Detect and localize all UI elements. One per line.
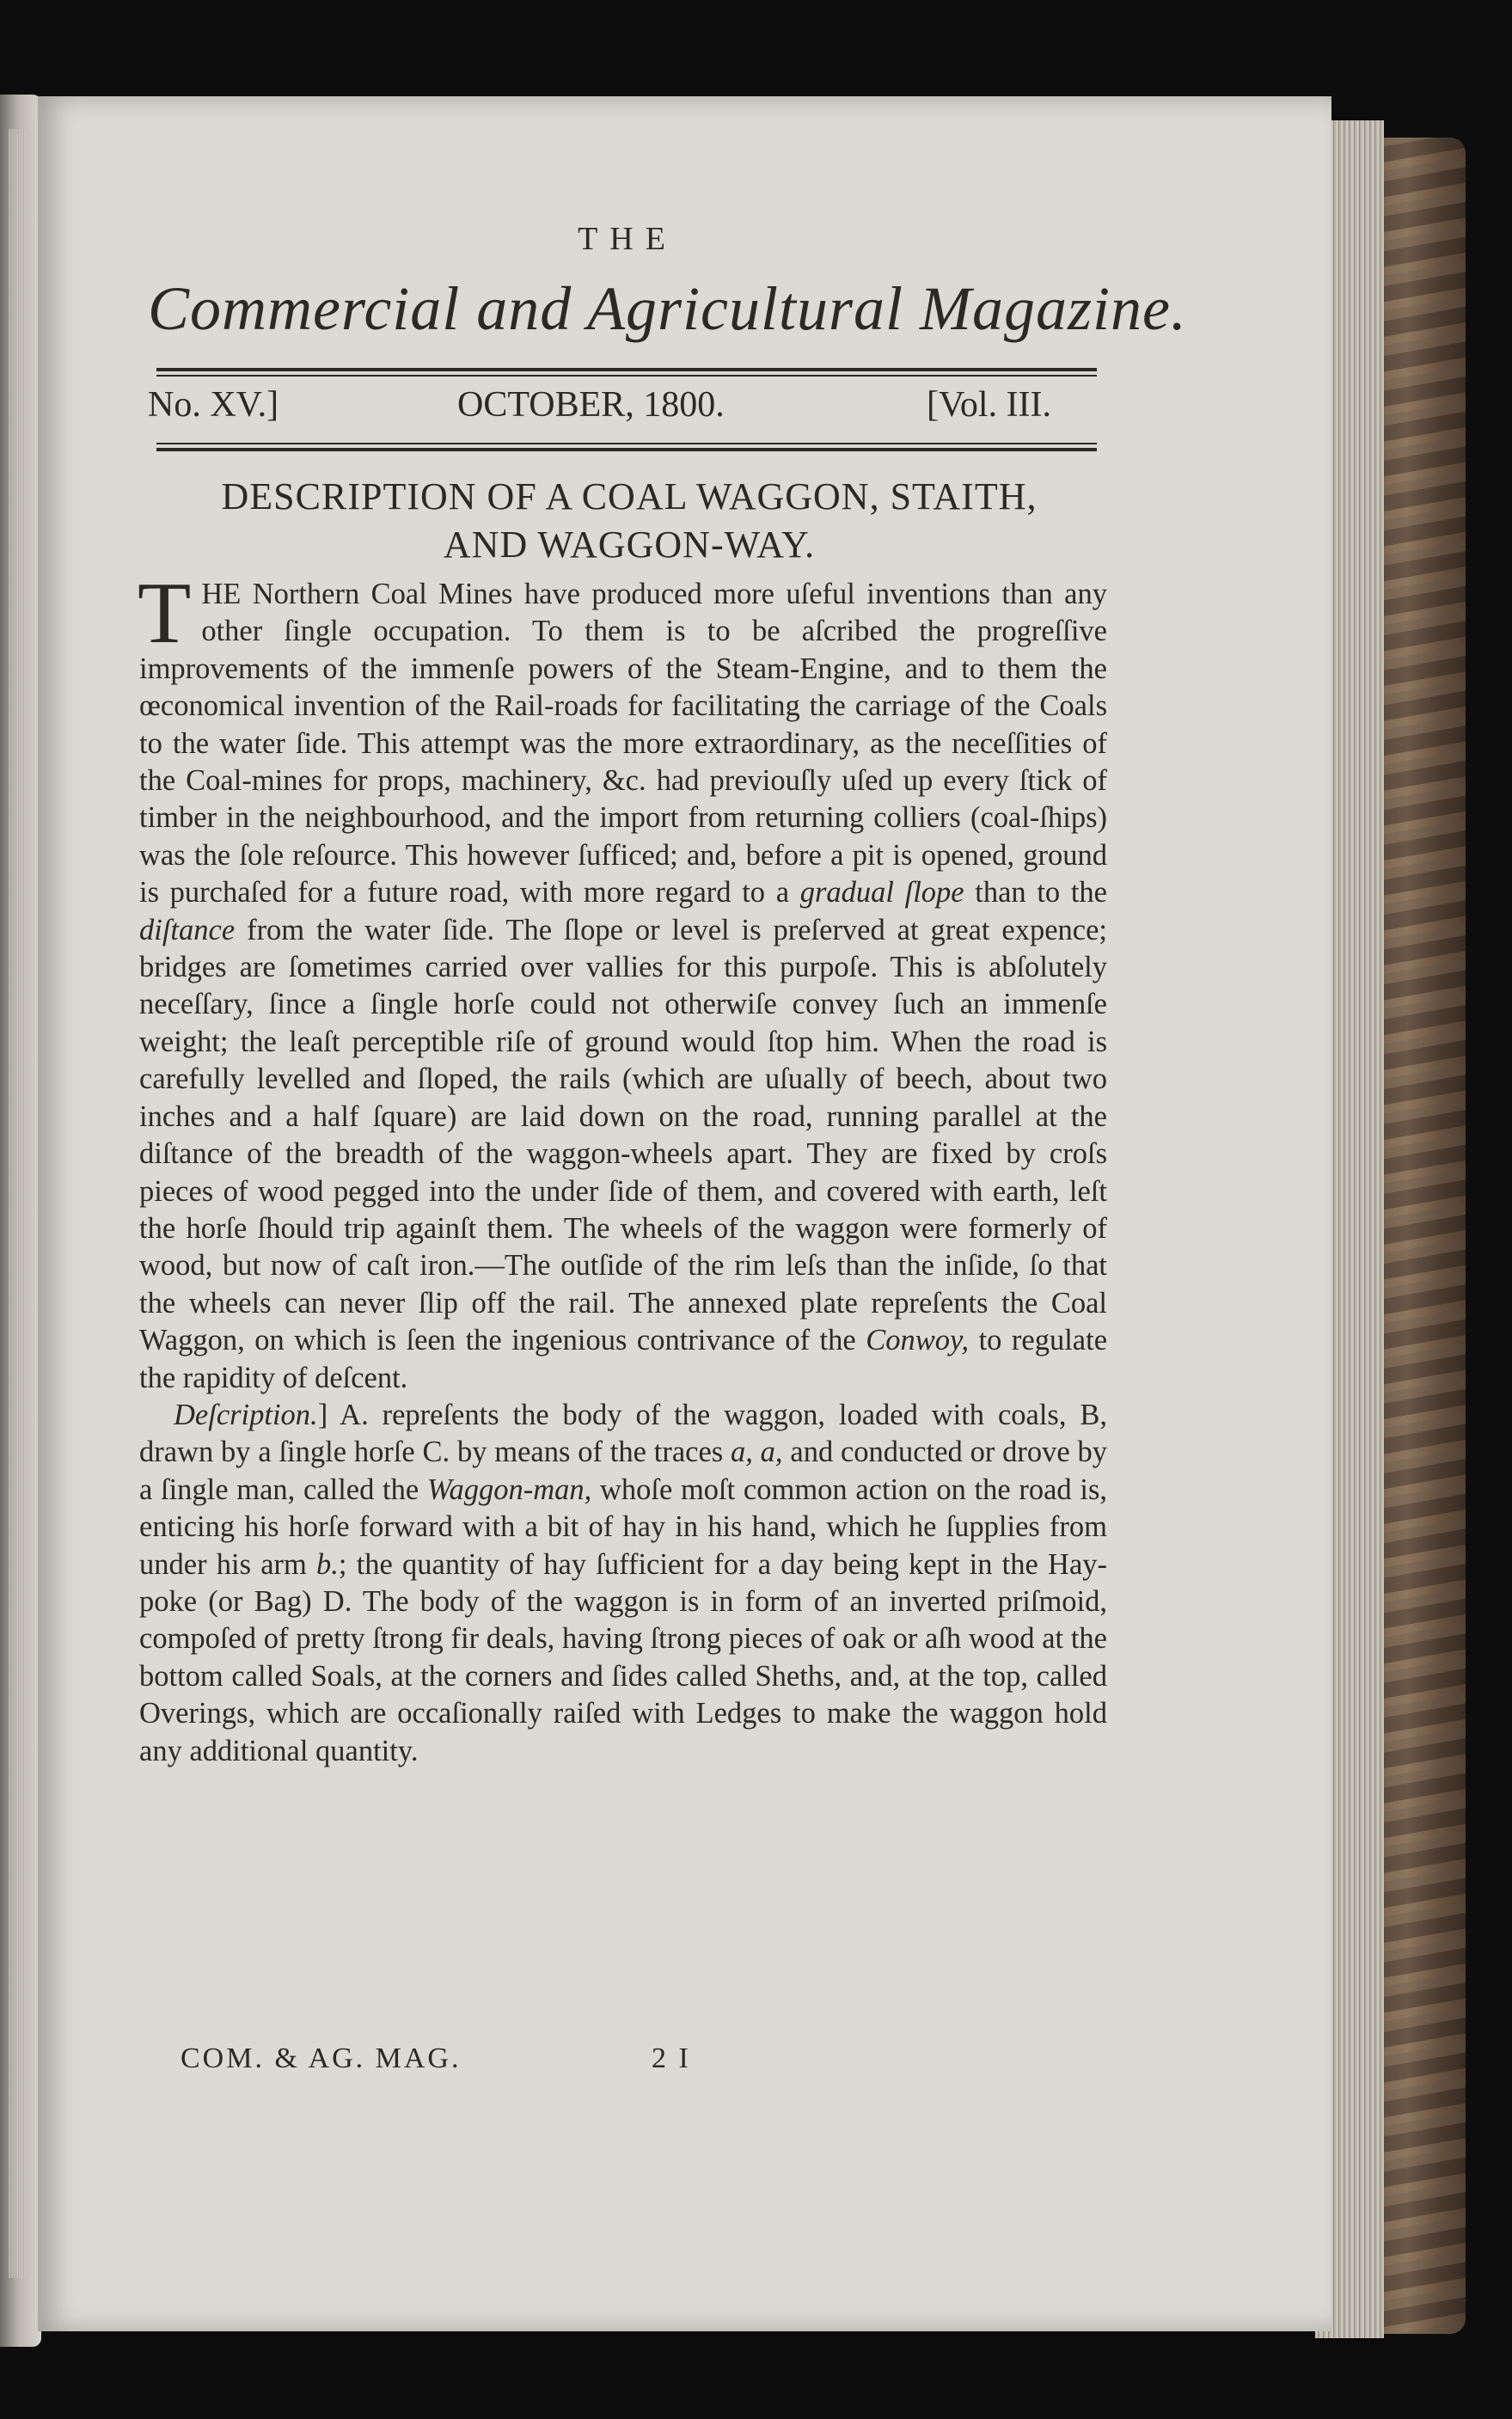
page-footer — [181, 2042, 713, 2084]
p1-text-c: from the water ſide. The ſlope or level is preſerved at great expence; bridges are ſometimes carried over vallies for this purpoſe. This is abſolutely neceſſary, ſince a ſingle horſe could not otherwiſe convey ſuch an immenſe weight; the leaſt perceptible riſe of ground would ſtop him. When the road is carefully levelled and ſloped, the rails (which are uſually of beech, about two inches and a half ſquare) are laid down on the road, running parallel at the diſtance of the breadth of the waggon-wheels apart. They are fixed by croſs pieces of wood pegged into the under ſide of them, and covered with earth, leſt the horſe ſhould trip againſt them. The wheels of the waggon were formerly of wood, but now of caſt iron.—The outſide of the rim leſs than the inſide, ſo that the wheels can never ſlip off the rail. The annexed plate repreſents the Coal Waggon, on which is ſeen the ingenious contrivance of the — [139, 913, 1107, 1357]
p1-text-b: than to the — [975, 876, 1107, 909]
p2-text-d: ; the quantity of hay ſufficient for a day being kept in the Hay-poke (or Bag) D. The body of the waggon is in form of an inverted priſmoid, compoſed of pretty ſtrong fir deals, having ſtrong pieces of oak or aſh wood at the bottom called Soals, at the corners and ſides called Sheths, and, at the top, called Overings, which are occaſionally raiſed with Ledges to make the waggon hold any additional quantity. — [139, 1547, 1107, 1767]
header-the: THE — [578, 221, 677, 257]
p2-italic-b: b. — [316, 1547, 339, 1581]
p2-text-a: ] A. repreſents the body of the waggon, loaded with coals, B, drawn by a ſingle horſe C. by means of the traces — [139, 1398, 1107, 1469]
p1-text-d: to regulate the rapidity of deſcent. — [139, 1324, 1108, 1394]
article-body — [138, 565, 1108, 1770]
p2-text-b: and conducted or drove by a ſingle man, called the — [139, 1436, 1107, 1506]
p1-text-a: HE Northern Coal Mines have produced more uſeful inventions than any other ſingle occupation. To them is to be aſcribed the progreſſive improvements of the immenſe powers of the Steam-Engine, and to them the œconomical invention of the Rail-roads for facilitating the carriage of the Coals to the water ſide. This attempt was the more extraordinary, as the neceſſities of the Coal-mines for props, machinery, &c. had previouſly uſed up every ſtick of timber in the neighbourhood, and the import from returning colliers (coal-ſhips) was the ſole reſource. This however ſufficed; and, before a pit is opened, ground is purchaſed for a future road, with more regard to a — [139, 578, 1107, 909]
article-title — [144, 473, 1114, 569]
header-rule-top-thin — [156, 375, 1097, 377]
p1-italic-distance: diſtance — [139, 913, 236, 946]
paragraph-2 — [139, 1397, 1107, 1770]
volume-number: [Vol. III. — [927, 385, 1052, 425]
magazine-title: Commercial and Agricultural Magazine. — [148, 274, 1187, 343]
issue-line — [148, 384, 1109, 436]
p1-italic-gradual-slope: gradual ſlope — [799, 876, 964, 909]
previous-page-edge — [0, 95, 41, 2347]
p2-italic-description: Deſcription. — [174, 1398, 318, 1431]
header-rule-top — [156, 368, 1097, 371]
header-rule-bottom — [156, 448, 1097, 451]
p1-italic-conwoy: Conwoy, — [866, 1324, 970, 1357]
book-cover-edge — [1375, 138, 1466, 2334]
signature-mark: COM. & AG. MAG. — [181, 2042, 462, 2074]
article-title-line-2: AND WAGGON-WAY. — [443, 524, 816, 566]
sheet-mark: 2 I — [652, 2042, 691, 2074]
p2-text-c: whoſe moſt common action on the road is, enticing his horſe forward with a bit of hay in his hand, which he ſupplies from under his arm — [139, 1473, 1108, 1581]
p2-italic-waggon-man: Waggon-man, — [426, 1473, 592, 1506]
p2-italic-traces: a, a, — [731, 1436, 783, 1469]
issue-date: OCTOBER, 1800. — [457, 385, 725, 425]
paragraph-1 — [138, 565, 1108, 1397]
header-rule-bottom-thin — [156, 443, 1097, 444]
drop-cap: T — [138, 565, 192, 662]
issue-number: No. XV.] — [148, 385, 279, 425]
article-title-line-1: DESCRIPTION OF A COAL WAGGON, STAITH, — [221, 475, 1038, 517]
